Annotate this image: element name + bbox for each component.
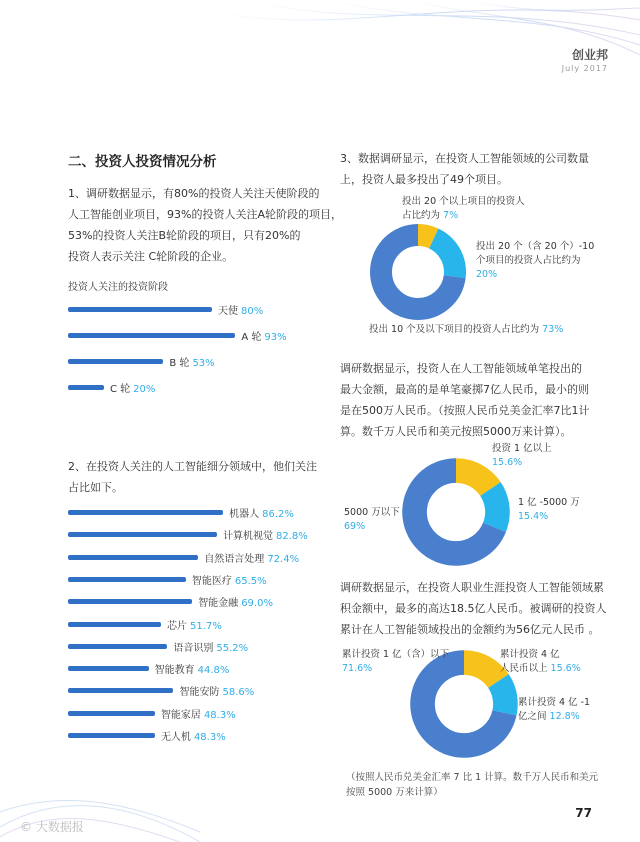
donut2-label-a: 投资 1 亿以上 15.6% <box>492 443 552 468</box>
paragraph-line: 2、在投资人关注的人工智能细分领域中，他们关注 <box>68 460 317 473</box>
bar-label <box>229 505 294 520</box>
paragraph-line: 3、数据调研显示，在投资人工智能领域的公司数量 <box>340 152 589 165</box>
paragraph-line: 积金额中，最多的高达18.5亿人民币。被调研的投资人 <box>340 602 607 615</box>
bar <box>68 307 212 312</box>
bar-category: B 轮 <box>169 358 190 369</box>
bar-row <box>68 730 235 742</box>
bar-label <box>192 572 267 587</box>
bar-category: 机器人 <box>229 509 260 520</box>
paragraph-line: 最大金额，最高的是单笔豪掷7亿人民币，最小的则 <box>340 383 589 396</box>
brand-name: 创业邦 <box>571 48 608 62</box>
paragraph-line: 是在500万人民币。（按照人民币兑美金汇率7比1计 <box>340 404 590 417</box>
bar-row <box>68 330 315 342</box>
paragraph-line: 累计在人工智能领域投出的金额约为56亿元人民币 。 <box>340 623 600 636</box>
bar-value: 48.3% <box>203 709 236 721</box>
bar <box>68 385 104 390</box>
bar-category: 智能教育 <box>154 665 195 677</box>
bar-label <box>161 728 226 743</box>
bar <box>68 644 167 649</box>
issue-date: July 2017 <box>561 64 608 73</box>
bar-label <box>218 302 263 317</box>
bar-label <box>198 594 273 609</box>
stage-chart-title: 投资人关注的投资阶段 <box>68 282 168 293</box>
bar-category: 智能金融 <box>198 598 239 610</box>
bar <box>68 711 155 716</box>
bar-value: 44.8% <box>197 665 230 677</box>
bar-category: A 轮 <box>241 332 262 343</box>
bar-row <box>68 507 303 519</box>
bar <box>68 666 149 671</box>
bar <box>68 599 192 604</box>
donut1-label-c: 投出 10 个及以下项目的投资人占比约为 73% <box>369 324 564 335</box>
bar-value: 55.2% <box>216 642 249 654</box>
paragraph-line: 人工智能创业项目，93%的投资人关注A轮阶段的项目， <box>68 208 342 221</box>
bar-category: 智能家居 <box>160 709 201 721</box>
bar-row <box>68 596 272 608</box>
bar-row <box>68 529 308 543</box>
bar-category: 芯片 <box>167 620 188 632</box>
paragraph-3 <box>340 148 589 190</box>
bar-category: 无人机 <box>160 732 191 743</box>
bar-row <box>68 552 300 565</box>
bar-category: 天使 <box>218 306 238 317</box>
bar-label <box>241 328 286 343</box>
bar-row <box>68 619 241 631</box>
paragraph-line: 调研数据显示，在投资人职业生涯投资人工智能领域累 <box>340 581 604 594</box>
bar-label <box>223 527 308 542</box>
bar <box>68 333 235 338</box>
bar-category: C 轮 <box>110 384 131 395</box>
bar-label <box>204 550 299 565</box>
bar-value: 48.3% <box>193 732 226 743</box>
bar-value: 82.8% <box>276 531 308 543</box>
bar-row <box>68 685 253 697</box>
bar-value: 53% <box>192 358 215 369</box>
bar <box>68 688 173 693</box>
paragraph-line: 53%的投资人关注B轮阶段的项目，只有20%的 <box>68 229 301 242</box>
paragraph-5 <box>340 577 607 640</box>
page-number: 77 <box>575 806 592 820</box>
paragraph-2 <box>68 456 317 498</box>
paragraph-line: 占比如下。 <box>68 481 123 494</box>
bar <box>68 622 161 627</box>
bar-value: 20% <box>133 384 156 395</box>
bar-category: 自然语言处理 <box>204 553 265 565</box>
bar-row <box>68 663 229 675</box>
bar-row <box>68 574 266 586</box>
bar <box>68 359 163 364</box>
bar <box>68 510 223 515</box>
bar-value: 51.7% <box>190 620 222 632</box>
bar-value: 80% <box>241 306 264 317</box>
bar-value: 58.6% <box>222 687 255 699</box>
donut2-label-c: 5000 万以下 69% <box>344 507 400 532</box>
bar-label <box>155 661 230 676</box>
paragraph-4 <box>340 358 590 442</box>
bar-label <box>167 617 222 632</box>
bar <box>68 555 198 560</box>
paragraph-line: 调研数据显示，投资人在人工智能领域单笔投出的 <box>340 362 582 375</box>
bar-category: 计算机视觉 <box>223 531 274 543</box>
bar-category: 智能医疗 <box>191 575 232 587</box>
wechat-icon: © <box>20 820 32 834</box>
bar <box>68 733 155 738</box>
paragraph-line: 1、调研数据显示，有80%的投资人关注天使阶段的 <box>68 187 320 200</box>
bar-value: 72.4% <box>267 553 300 565</box>
footnote: （按照人民币兑美金汇率 7 比 1 计算。数千万人民币和美元 按照 5000 万来计算） <box>346 772 599 798</box>
bar <box>68 532 217 537</box>
paragraph-line: 算。数千万人民币和美元按照5000万来计算）。 <box>340 425 572 438</box>
donut3-label-c: 累计投资 1 亿（含）以下 71.6% <box>342 649 450 674</box>
watermark: © 大数据报 <box>20 820 84 834</box>
bar <box>68 577 186 582</box>
bar-value: 69.0% <box>241 598 273 610</box>
bar-category: 语音识别 <box>173 642 214 654</box>
bar-row <box>68 356 243 368</box>
bar-row <box>68 641 247 653</box>
bar-category: 智能安防 <box>179 687 220 699</box>
bar-value: 93% <box>264 332 287 343</box>
bar-label <box>173 639 248 654</box>
paragraph-1 <box>68 183 342 267</box>
bar-row <box>68 708 235 720</box>
bar-row <box>68 304 292 316</box>
bar-row <box>68 382 184 394</box>
donut2-label-b: 1 亿 -5000 万 15.4% <box>518 497 580 522</box>
section-title: 二、投资人投资情况分析 <box>68 154 217 170</box>
bar-label <box>161 706 236 721</box>
donut3-label-b: 累计投资 4 亿 -1 亿之间 12.8% <box>518 697 591 722</box>
paragraph-line: 投资人表示关注 C轮阶段的企业。 <box>68 250 234 263</box>
donut3-label-a: 累计投资 4 亿 人民币以上 15.6% <box>500 649 581 674</box>
bar-label <box>179 683 254 698</box>
bar-label <box>110 380 155 395</box>
donut1-label-b: 投出 20 个（含 20 个）-10 个项目的投资人占比约为 20% <box>476 241 595 280</box>
single-investment-donut <box>400 456 512 568</box>
donut1-label-a: 投出 20 个以上项目的投资人 占比约为 7% <box>402 196 525 221</box>
bar-value: 65.5% <box>234 575 267 587</box>
bar-label <box>169 354 214 369</box>
project-count-donut <box>368 222 468 322</box>
paragraph-line: 上，投资人最多投出了49个项目。 <box>340 173 508 186</box>
bar-value: 86.2% <box>262 509 294 520</box>
